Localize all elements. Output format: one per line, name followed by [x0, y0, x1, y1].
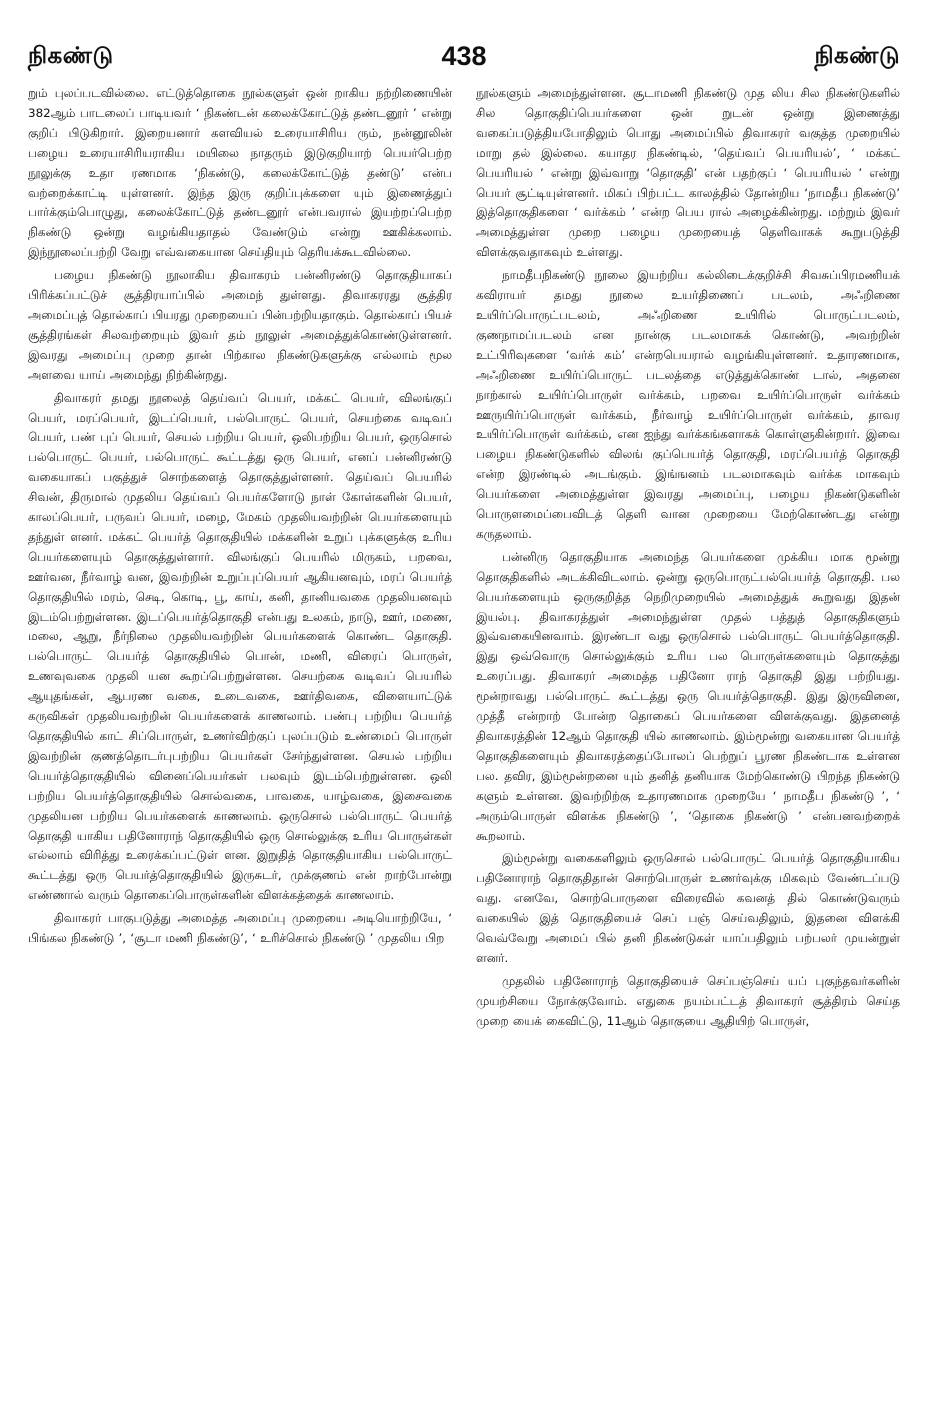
text-columns [28, 84, 900, 1035]
paragraph: திவாகரர் தமது நூலைத் தெய்வப் பெயர், மக்கட் பெயர், விலங்குப் பெயர், மரப்பெயர், இடப்பெயர், பல்பொருட் பெயர், செயற்கை வடிவப் பெயர், பண் புப் பெயர், செயல் பற்றிய பெயர், ஒலிபற்றிய பெயர், ஒருசொல் பல்பொருட் பெயர், பல்பொருட் கூட்டத்து ஒரு பெயர், எனப் பன்னிரண்டு வகையாகப் பகுத்துச் சொற்களைத் தொகுத்துள்ளனர். தெய்வப் பெயரில் சிவன், திருமால் முதலிய தெய்வப் பெயர்களோடு நாள் கோள்களின் பெயர், காலப்பெயர், பருவப் பெயர், மழை, மேகம் முதலியவற்றின் பெயர்களையும் தந்துள் ளனர். மக்கட் பெயர்த் தொகுதியில் மக்களின் உறுப் புக்களுக்கு உரிய பெயர்களையும் தொகுத்துள்ளார். விலங்குப் பெயரில் மிருகம், பறவை, ஊர்வன, நீர்வாழ் வன, இவற்றின் உறுப்புப்பெயர் ஆகியனவும், மரப் பெயர்த் தொகுதியில் மரம், செடி, கொடி, பூ, காய், கனி, தானியவகை முதலியனவும் இடம்பெற்றுள்ளன. இடப்பெயர்த்தொகுதி என்பது உலகம், நாடு, ஊர், மணை, மலை, ஆறு, நீர்நிலை முதலியவற்றின் பெயர்களைக் கொண்ட தொகுதி. பல்பொருட் பெயர்த் தொகுதியில் பொன், மணி, விரைப் பொருள், உணவுவகை முதலி யன கூறப்பெற்றுள்ளன. செயற்கை வடிவப் பெயரில் ஆயுதங்கள், ஆபரண வகை, உடைவகை, ஊர்திவகை, விளையாட்டுக் கருவிகள் முதலியவற்றின் பெயர்களைக் காணலாம். பண்பு பற்றிய பெயர்த் தொகுதியில் காட் சிப்பொருள், உணர்விற்குப் புலப்படும் உண்மைப் பொருள் இவற்றின் குணத்தொடர்புபற்றிய பெயர்கள் சேர்ந்துள்ளன. செயல் பற்றிய பெயர்த்தொகுதியில் வினைப்பெயர்கள் பலவும் இடம்பெற்றுள்ளன. ஒலி பற்றிய பெயர்த்தொகுதியில் சொல்வகை, பாவகை, யாழ்வகை, இசைவகை முதலியன பற்றிய பெயர்களைக் காணலாம். ஒருசொல் பல்பொருட் பெயர்த் தொகுதி யாகிய பதினோராந் தொகுதியில் ஒரு சொல்லுக்கு உரிய பொருள்கள் எல்லாம் விரித்து உரைக்கப்பட்டுள் ளன. இறுதித் தொகுதியாகிய பல்பொருட் கூட்டத்து ஒரு பெயர்த்தொகுதியில் இருசுடர், முக்குணம் என் றாற்போன்று எண்ணால் வரும் தொகைப்பொருள்களின் விளக்கத்தைக் காணலாம். [28, 390, 452, 903]
page-number: 438 [441, 41, 487, 71]
paragraph: நூல்களும் அமைந்துள்ளன. சூடாமணி நிகண்டு முத லிய சில நிகண்டுகளில் சில தொகுதிப்பெயர்களை ஒன் றுடன் ஒன்று இணைத்து வகைப்படுத்தியபோதிலும் பொது அமைப்பில் திவாகரர் வகுத்த முறையில் மாறு தல் இல்லை. கயாதர நிகண்டில், ‘தெய்வப் பெயரியல்’, ‘ மக்கட் பெயரியல் ’ என்று இவ்வாறு ‘தொகுதி’ என் பதற்குப் ‘ பெயரியல் ’ என்று பெயர் சூட்டியுள்ளனர். மிகப் பிற்பட்ட காலத்தில் தோன்றிய ‘நாமதீப நிகண்டு’ இத்தொகுதிகளை ‘ வர்க்கம் ’ என்ற பெய ரால் அழைக்கின்றது. மற்றும் இவர் அமைத்துள்ள முறை பழைய முறையைத் தெளிவாகக் கூறுபடுத்தி விளக்குவதாகவும் உள்ளது. [476, 86, 900, 260]
running-head-left: நிகண்டு [28, 43, 114, 69]
right-column [476, 84, 900, 1035]
left-column [28, 84, 452, 1035]
paragraph: பழைய நிகண்டு நூலாகிய திவாகரம் பன்னிரண்டு தொகுதியாகப் பிரிக்கப்பட்டுச் சூத்திரயாப்பில் அமைந் துள்ளது. திவாகரரது சூத்திர அமைப்புத் தொல்காப் பியரது முறையைப் பின்பற்றியதாகும். தொல்காப் பியச் சூத்திரங்கள் சிலவற்றையும் இவர் தம் நூலுள் அமைத்துக்கொண்டுள்ளனர். இவரது அமைப்பு முறை தான் பிற்கால நிகண்டுகளுக்கு எல்லாம் மூல அளவை யாய் அமைந்து நிற்கின்றது. [28, 268, 452, 382]
paragraph: நாமதீபநிகண்டு நூலை இயற்றிய கல்லிடைக்குறிச்சி சிவசுப்பிரமணியக் கவிராயர் தமது நூலை உயர்திணைப் படலம், அஃறிணை உயிர்ப்பொருட்படலம், அஃறிணை உயிரில் பொருட்படலம், குணநாமப்படலம் என நான்கு படலமாகக் கொண்டு, அவற்றின் உட்பிரிவுகளை ‘வர்க் கம்’ என்றபெயரால் வழங்கியுள்ளனர். உதாரணமாக, அஃறிணை உயிர்ப்பொருட் படலத்தை எடுத்துக்கொண் டால், அதனை நாற்கால் உயிர்ப்பொருள் வர்க்கம், பறவை உயிர்ப்பொருள் வர்க்கம் ஊருயிர்ப்பொருள் வர்க்கம், நீர்வாழ் உயிர்ப்பொருள் வர்க்கம், தாவர உயிர்ப்பொருள் வர்க்கம், என ஐந்து வர்க்கங்களாகக் கொள்ளுகின்றார். இவை பழைய நிகண்டுகளில் விலங் குப்பெயர்த் தொகுதி, மரப்பெயர்த் தொகுதி என்ற இரண்டில் அடங்கும். இங்ஙனம் படலமாகவும் வர்க்க மாகவும் பெயர்களை அமைத்துள்ள இவரது அமைப்பு, பழைய நிகண்டுகளின் பொருளமைப்பைவிடத் தெளி வான முறையை மேற்கொண்டது என்று கருதலாம். [476, 268, 900, 541]
running-head-right: நிகண்டு [814, 43, 900, 69]
page-header [28, 28, 900, 72]
paragraph: பன்னிரு தொகுதியாக அமைந்த பெயர்களை முக்கிய மாக மூன்று தொகுதிகளில் அடக்கிவிடலாம். ஒன்று ஒருபொருட்பல்பெயர்த் தொகுதி. பல பெயர்களையும் ஒருகுறித்த நெறிமுறையில் அமைத்துக் கூறுவது இதன் இயல்பு. திவாகரத்துள் அமைந்துள்ள முதல் பத்துத் தொகுதிகளும் இவ்வகையினவாம். இரண்டா வது ஒருசொல் பல்பொருட் பெயர்த்தொகுதி. இது ஒவ்வொரு சொல்லுக்கும் உரிய பல பொருள்களையும் தொகுத்து உரைப்பது. திவாகரர் அமைத்த பதினோ ராந் தொகுதி இது பற்றியது. மூன்றாவது பல்பொருட் கூட்டத்து ஒரு பெயர்த்தொகுதி. இது இருவினை, முத்தீ என்றாற் போன்ற தொகைப் பெயர்களை விளக்குவது. இதனைத் திவாகரத்தின் 12ஆம் தொகுதி யில் காணலாம். இம்மூன்று வகையான பெயர்த் தொகுதிகளையும் திவாகரத்தைப்போலப் பெற்றுப் பூரண நிகண்டாக உள்ளன பல. தவிர, இம்மூன்றனை யும் தனித் தனியாக மேற்கொண்டு பிறந்த நிகண்டு களும் உள்ளன. இவற்றிற்கு உதாரணமாக முறையே ‘ நாமதீப நிகண்டு ’, ‘ அரும்பொருள் விளக்க நிகண்டு ’, ‘தொகை நிகண்டு ’ என்பனவற்றைக் கூறலாம். [476, 549, 900, 843]
paragraph: றும் புலப்படவில்லை. எட்டுத்தொகை நூல்களுள் ஒன் றாகிய நற்றிணையின் 382ஆம் பாடலைப் பாடியவர் ‘ நிகண்டன் கலைக்கோட்டுத் தண்டனூர் ’ என்று குறிப் பிடுகிறார். இறையனார் களவியல் உரையாசிரிய ரும், நன்னூலின் பழைய உரையாசிரியராகிய மயிலை நாதரும் இடுகுறியாற் பெயர்பெற்ற நூலுக்கு உதா ரணமாக ‘நிகண்டு, கலைக்கோட்டுத் தண்டு’ என்ப வற்றைக்காட்டி யுள்ளனர். இந்த இரு குறிப்புக்களை யும் இணைத்துப் பார்க்கும்பொழுது, கலைக்கோட்டுத் தண்டனூர் என்பவரால் இயற்றப்பெற்ற நிகண்டு ஒன்று வழங்கியதாதல் வேண்டும் என்று ஊகிக்கலாம். இந்நூலைப்பற்றி வேறு எவ்வகையான செய்தியும் தெரியக்கூடவில்லை. [28, 86, 452, 260]
paragraph: திவாகரர் பாகுபடுத்து அமைத்த அமைப்பு முறையை அடியொற்றியே, ‘ பிங்கல நிகண்டு ’, ‘சூடா மணி நிகண்டு’, ‘ உரிச்சொல் நிகண்டு ’ முதலிய பிற [28, 911, 452, 946]
paragraph: முதலில் பதினோராந் தொகுதியைச் செப்பஞ்செய் யப் புகுந்தவர்களின் முயற்சியை நோக்குவோம். எதுகை நயம்பட்டத் திவாகரர் சூத்திரம் செய்த முறை யைக் கைவிட்டு, 11ஆம் தொகுயை ஆதியிற் பொருள், [476, 973, 900, 1028]
paragraph: இம்மூன்று வகைகளிலும் ஒருசொல் பல்பொருட் பெயர்த் தொகுதியாகிய பதினோராந் தொகுதிதான் சொற்பொருள் உணர்வுக்கு மிகவும் வேண்டப்படு வது. எனவே, சொற்பொருளை விரைவில் கவனத் தில் கொண்டுவரும் வகையில் இத் தொகுதியைச் செப் பஞ் செய்வதிலும், இதனை விளக்கி வெவ்வேறு அமைப் பில் தனி நிகண்டுகள் யாப்பதிலும் பற்பலர் முயன்றுள் ளனர். [476, 851, 900, 965]
